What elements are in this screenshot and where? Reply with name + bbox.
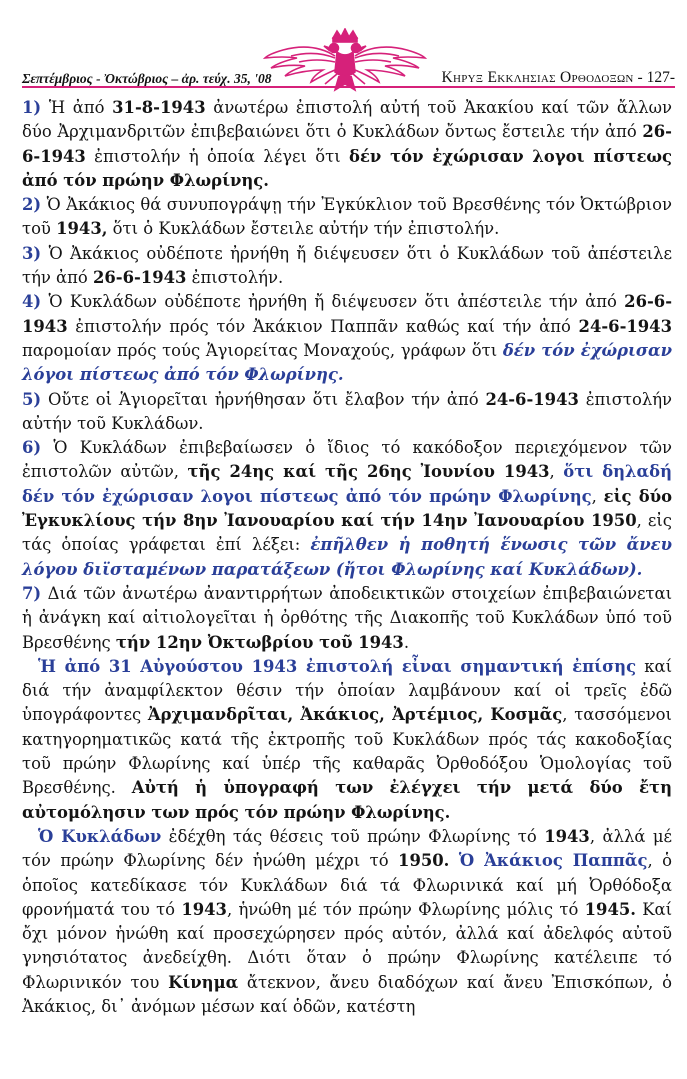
journal-name: Κηρυξ Εκκλησιας Ορθοδοξων	[441, 69, 634, 86]
bold-text: 1943	[181, 899, 227, 919]
blue-italic-text: ἐπῆλθεν ἡ ποθητή ἕνωσις τῶν ἄνευ λόγου διϊσταμένων παρατάξεων (ἤτοι Φλωρίνης καί Κυκλάδων).	[22, 535, 672, 579]
item-number: 6)	[22, 438, 42, 458]
page-header	[0, 28, 687, 92]
bold-text: 1945.	[584, 899, 636, 919]
blue-italic-text: δέν τόν ἐχώρισαν λόγοι πίστεως ἀπό τόν Φλωρίνης.	[22, 340, 672, 385]
text: , τασσόμενοι κατηγορηματικῶς κατά τῆς ἐκτροπῆς τοῦ Κυκλάδων πρός τάς κακοδοξίας τοῦ πρώην Φλωρίνης καί ὑπέρ τῆς καθαρᾶς Ὀρθοδόξου Ὁμολογίας τοῦ Βρεσθένης.	[22, 705, 672, 798]
blue-bold-text: Ὁ Ἀκάκιος Παππᾶς	[458, 851, 648, 871]
text: ,	[591, 486, 604, 506]
date: 31-8-1943	[112, 98, 206, 117]
blue-bold-text: ὅτι δηλαδή δέν τόν ἐχώρισαν λογοι πίστεως ἀπό τόν πρώην Φλωρίνης	[22, 462, 672, 506]
bold-text: Κίνημα	[168, 972, 239, 992]
text: ,	[549, 462, 564, 482]
text: ἀνωτέρω ἐπιστολή αὐτή τοῦ Ἀκακίου καί τῶν ἄλλων δύο Ἀρχιμανδριτῶν ἐπιβεβαιώνει ὅτι ὁ Κυκλάδων ὄντως ἔστειλε τήν ἀπό	[22, 98, 673, 142]
text: , ἡνώθη μέ τόν πρώην Φλωρίνης μόλις τό	[226, 899, 585, 919]
text: Ὁ Κυκλάδων ἐπιβεβαίωσεν ὁ ἴδιος τό κακόδοξον περιεχόμενον τῶν ἐπιστολῶν αὐτῶν,	[22, 438, 672, 482]
date: 26-6-1943	[92, 268, 187, 288]
blue-bold-text: Ἡ ἀπό 31 Αὐγούστου 1943 ἐπιστολή εἶναι σημαντική ἐπίσης	[38, 656, 637, 676]
bold-text: 1943	[544, 826, 590, 846]
paragraph-9	[22, 825, 672, 1019]
text: Ὁ Ἀκάκιος θά συνυπογράψῃ τήν Ἐγκύκλιον τοῦ Βρεσθένης τόν Ὀκτώβριον τοῦ	[22, 195, 672, 239]
bold-text: τῆς 24ης καί τῆς 26ης Ἰουνίου 1943	[187, 462, 550, 482]
text: ἐδέχθη τάς θέσεις τοῦ πρώην Φλωρίνης τό	[161, 826, 545, 846]
text	[449, 851, 458, 870]
item-number: 3)	[22, 243, 42, 263]
date: 26-6-1943	[22, 292, 672, 336]
item-number: 5)	[22, 389, 42, 409]
text: ἐπιστολήν.	[186, 268, 284, 288]
paragraph-7	[22, 582, 672, 655]
bold-text: 1950.	[398, 851, 450, 871]
text: , ὁ ὁποῖος κατεδίκασε τόν Κυκλάδων διά τά Φλωρινικά καί μή Ὀρθόδοξα φρονήματά του τό	[22, 851, 672, 919]
header-rule	[22, 86, 675, 88]
item-number: 1)	[22, 98, 42, 117]
paragraph-8	[22, 655, 672, 825]
text: παρομοίαν πρός τούς Ἁγιορείτας Μοναχούς, γράφων ὅτι	[22, 340, 503, 360]
bold-text: τήν 12ην Ὀκτωβρίου τοῦ 1943	[115, 632, 404, 652]
journal-title	[442, 69, 675, 87]
item-number: 2)	[22, 195, 42, 215]
item-number: 7)	[22, 583, 42, 603]
paragraph-5	[22, 388, 672, 437]
text: .	[403, 632, 410, 652]
paragraph-4	[22, 290, 672, 387]
paragraph-2	[22, 193, 672, 242]
text: ἄτεκνον, ἄνευ διαδόχων καί ἄνευ Ἐπισκόπων, ὁ Ἀκάκιος, δι᾽ ἀνόμων μέσων καί ὁδῶν, κατέστη	[22, 972, 672, 1016]
date: 26-6-1943	[22, 122, 672, 166]
text: ἐπιστολήν ἡ ὁποία λέγει ὅτι	[85, 146, 350, 166]
bold-text: Αὐτή ἡ ὑπογραφή των ἐλέγχει τήν μετά δύο ἔτη αὐτομόλησιν των πρός τόν πρώην Φλωρίνης.	[22, 778, 672, 822]
date: 24-6-1943	[578, 316, 672, 336]
double-headed-eagle-icon	[263, 28, 427, 94]
text: Οὔτε οἱ Ἁγιορεῖται ἠρνήθησαν ὅτι ἔλαβον τήν ἀπό	[41, 389, 486, 409]
item-number: 4)	[22, 292, 42, 312]
page-number: - 127-	[637, 69, 675, 86]
bold-text: Ἀρχιμανδρῖται, Ἀκάκιος, Ἀρτέμιος, Κοσμᾶς	[147, 705, 563, 725]
text: Ὁ Κυκλάδων οὐδέποτε ἠρνήθη ἤ διέψευσεν ὅτι ἀπέστειλε τήν ἀπό	[41, 292, 625, 312]
bold-text: εἰς δύο Ἐγκυκλίους τήν 8ην Ἰανουαρίου καί τήν 14ην Ἰανουαρίου 1950	[22, 486, 672, 531]
date: 24-6-1943	[485, 389, 579, 409]
text: ὅτι ὁ Κυκλάδων ἔστειλε αὐτήν τήν ἐπιστολήν.	[107, 219, 500, 239]
article-body	[22, 96, 672, 1019]
text: , εἰς τάς ὁποίας γράφεται ἐπί λέξει:	[22, 511, 672, 555]
paragraph-1	[22, 96, 672, 193]
text: ἐπιστολήν αὐτήν τοῦ Κυκλάδων.	[22, 389, 672, 433]
paragraph-6	[22, 436, 672, 582]
text: ἐπιστολήν πρός τόν Ἀκάκιον Παππᾶν καθώς καί τήν ἀπό	[67, 316, 579, 336]
text: Ὁ Ἀκάκιος οὐδέποτε ἠρνήθη ἤ διέψευσεν ὅτι ὁ Κυκλάδων τοῦ ἀπέστειλε τήν ἀπό	[22, 243, 672, 288]
text: Ἡ ἀπό	[41, 98, 113, 117]
text: , ἀλλά μέ τόν πρώην Φλωρίνης δέν ἡνώθη μέχρι τό	[22, 826, 673, 871]
blue-bold-text: Ὁ Κυκλάδων	[38, 826, 162, 846]
bold-text: δέν τόν ἐχώρισαν λογοι πίστεως ἀπό τόν πρώην Φλωρίνης.	[22, 146, 672, 190]
date: 1943,	[56, 219, 108, 239]
text: Καί ὄχι μόνον ἡνώθη καί προσεχώρησεν πρός αὐτόν, ἀλλά καί ἀδελφός αὐτοῦ γνησιότατος ἀνεδείχθη. Διότι ὅταν ὁ πρώην Φλωρίνης κατέλειπε τό Φλωρινικόν του	[22, 899, 673, 992]
issue-info: Σεπτέμβριος - Ὀκτώβριος – ἀρ. τεύχ. 35, '08	[22, 71, 272, 86]
text: καί διά τήν ἀναμφίλεκτον θέσιν τήν ὁποίαν λαμβάνουν καί οἱ τρεῖς ἐδῶ ὑπογράφοντες	[22, 656, 672, 725]
text: Διά τῶν ἀνωτέρω ἀναντιρρήτων ἀποδεικτικῶν στοιχείων ἐπιβεβαιώνεται ἡ ἀνάγκη καί αἰτιολογεῖται ἡ ὀρθότης τῆς Διακοπῆς τοῦ Κυκλάδων ὑπό τοῦ Βρεσθένης	[22, 583, 672, 652]
paragraph-3	[22, 242, 672, 291]
